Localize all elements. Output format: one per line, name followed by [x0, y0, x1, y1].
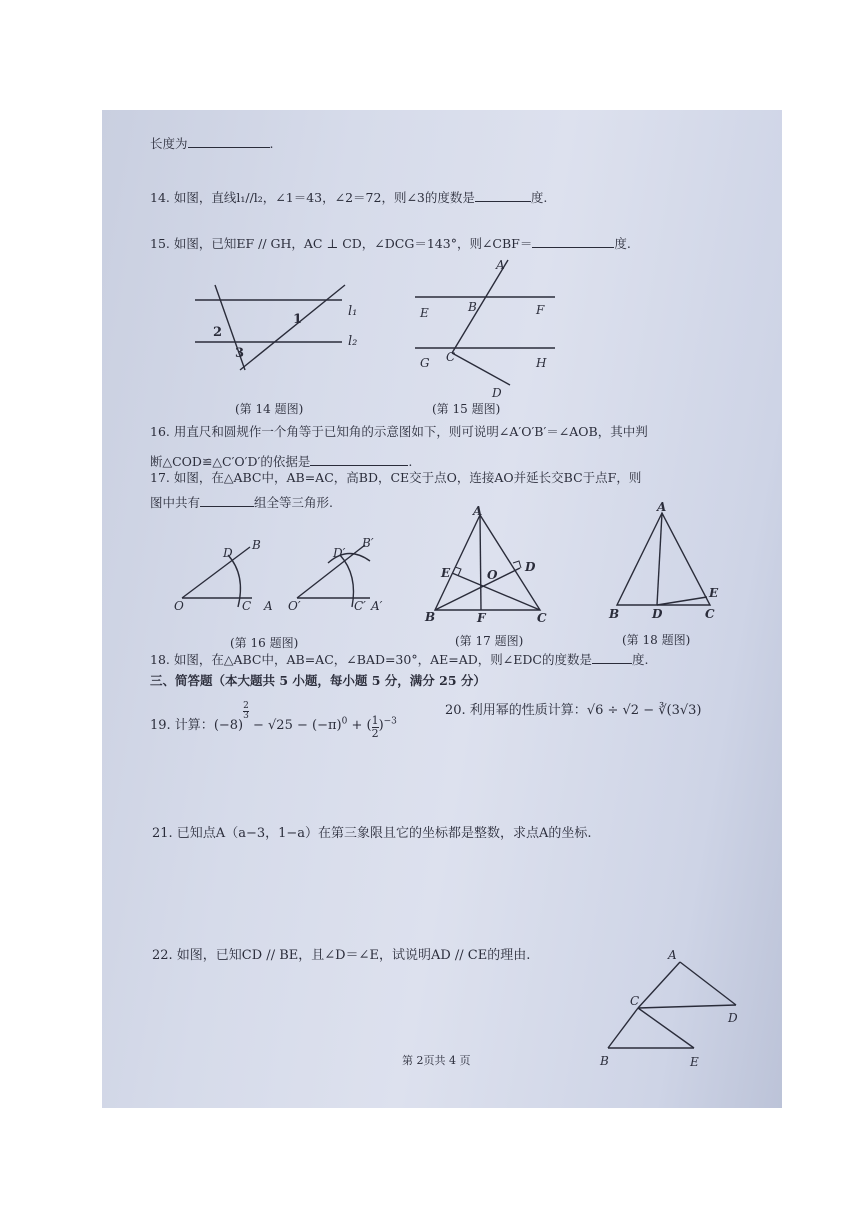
question-20: 20. 利用幂的性质计算：√6 ÷ √2 − ∛(3√3): [445, 703, 702, 718]
fig15-label-H: H: [536, 356, 547, 370]
fig22-label-E: E: [690, 1055, 699, 1069]
fig17-label-E: E: [441, 566, 451, 580]
fig16-label-C-prime: C′: [354, 599, 366, 613]
fig15-label-C: C: [446, 350, 456, 364]
question-16-line1: 16. 用直尺和圆规作一个角等于已知角的示意图如下，则可说明∠A′O′B′＝∠AOB，其中判: [150, 424, 648, 439]
q13-tail: 长度为 .: [150, 136, 274, 151]
fig15-label-E: E: [420, 306, 429, 320]
question-18: 18. 如图，在△ABC中，AB=AC，∠BAD=30°，AE=AD，则∠EDC的度数是 度.: [150, 652, 649, 667]
fig14-angle-1: 1: [293, 312, 303, 327]
fig16-label-B-prime: B′: [362, 536, 374, 550]
fig22-label-A: A: [668, 948, 677, 962]
fig18-label-A: A: [657, 500, 667, 514]
fig15-label-G: G: [420, 356, 430, 370]
fig22-label-B: B: [600, 1054, 609, 1068]
fig17-label-A: A: [473, 504, 483, 518]
fig16-label-D: D: [223, 546, 233, 560]
fig17-label-O: O: [487, 568, 498, 582]
fig15-label-B: B: [468, 300, 477, 314]
figure-22: [598, 948, 748, 1073]
fig18-label-C: C: [705, 607, 715, 621]
fig22-label-C: C: [630, 994, 640, 1008]
fig14-angle-2: 2: [213, 325, 223, 340]
fig16-label-O: O: [174, 599, 184, 613]
section-3-heading: 三、简答题（本大题共 5 小题，每小题 5 分，满分 25 分）: [150, 673, 486, 688]
fig14-label-l1: l₁: [348, 304, 358, 319]
question-16-line2: 断△COD≌△C′O′D′的依据是 .: [150, 454, 413, 469]
question-17-line2: 图中共有 组全等三角形.: [150, 495, 333, 510]
question-21: 21. 已知点A（a−3，1−a）在第三象限且它的坐标都是整数，求点A的坐标.: [152, 826, 592, 841]
fig17-label-C: C: [537, 611, 547, 625]
figure-14: [190, 275, 370, 380]
question-17-line1: 17. 如图，在△ABC中，AB=AC，高BD，CE交于点O，连接AO并延长交BC于点F，则: [150, 470, 642, 485]
fig17-label-B: B: [425, 610, 436, 624]
fig14-angle-3: 3: [235, 346, 245, 361]
fig16-caption: (第 16 题图): [230, 636, 299, 650]
question-19: 19. 计算：(−8) $\frac{2}{3}$ − $√25 - (-\pi)^0$ + ( $\frac{1}{2}$ )$^{-3}$: [150, 701, 397, 740]
fig17-caption: (第 17 题图): [455, 634, 524, 648]
fig16-label-B: B: [252, 538, 261, 552]
fig18-label-E: E: [709, 586, 719, 600]
figure-15: [410, 255, 560, 400]
question-22: 22. 如图，已知CD // BE，且∠D＝∠E，试说明AD // CE的理由.: [152, 948, 531, 963]
fig16-label-O-prime: O′: [288, 599, 301, 613]
fig14-caption: (第 14 题图): [235, 402, 304, 416]
fig14-label-l2: l₂: [348, 334, 358, 349]
fig15-caption: (第 15 题图): [432, 402, 501, 416]
fig22-label-D: D: [728, 1011, 738, 1025]
fig16-label-D-prime: D′: [333, 546, 346, 560]
figure-16: [170, 535, 390, 620]
question-14: 14. 如图，直线l₁//l₂，∠1＝43，∠2＝72，则∠3的度数是 度.: [150, 190, 548, 205]
fig18-caption: (第 18 题图): [622, 633, 691, 647]
figure-18: [605, 500, 725, 625]
fig15-label-D: D: [492, 386, 502, 400]
fig18-label-B: B: [609, 607, 620, 621]
fig16-label-A: A: [264, 599, 273, 613]
fig15-label-F: F: [536, 303, 545, 317]
question-15: 15. 如图，已知EF // GH，AC ⊥ CD，∠DCG＝143°，则∠CBF＝ 度.: [150, 236, 631, 251]
fig18-label-D: D: [652, 607, 663, 621]
figure-17: [425, 505, 560, 630]
page-footer: 第 2页共 4 页: [402, 1054, 471, 1067]
fig17-label-D: D: [525, 560, 536, 574]
fig16-label-C: C: [242, 599, 252, 613]
fig15-label-A: A: [496, 258, 505, 272]
fig16-label-A-prime: A′: [371, 599, 383, 613]
fig17-label-F: F: [477, 611, 486, 625]
